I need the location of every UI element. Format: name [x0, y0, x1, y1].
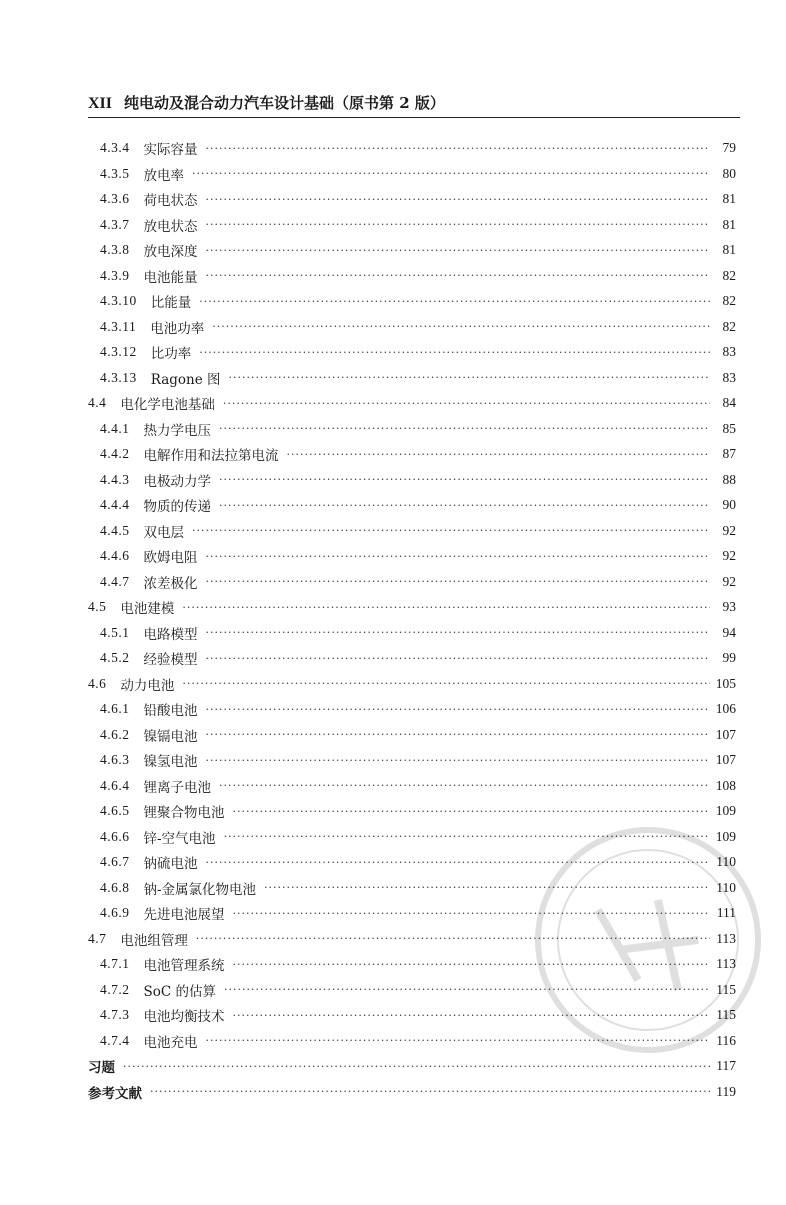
toc-section-title: 电池组管理: [120, 932, 188, 949]
toc-leader-dots: [206, 550, 711, 563]
toc-section-title: 钠-金属氯化物电池: [143, 881, 257, 898]
toc-section-title: 锂聚合物电池: [143, 805, 225, 821]
toc-page-number: 82: [722, 267, 736, 283]
toc-page-number: 92: [722, 522, 736, 538]
toc-entry[interactable]: [100, 851, 736, 873]
toc-page-number: 117: [716, 1058, 736, 1073]
toc-page-number: 111: [716, 905, 736, 920]
toc-leader-dots: [206, 142, 711, 155]
toc-section-title: 参考文献: [88, 1085, 142, 1102]
toc-entry[interactable]: [100, 341, 736, 363]
toc-leader-dots: [206, 652, 711, 665]
toc-entry[interactable]: [100, 214, 736, 236]
toc-section-number: 4.6.8: [100, 879, 130, 895]
toc-page-number: 113: [716, 956, 736, 971]
toc-entry[interactable]: [100, 826, 736, 848]
toc-leader-dots: [264, 881, 710, 894]
toc-section-title: 钠硫电池: [143, 856, 198, 872]
toc-leader-dots: [206, 856, 711, 869]
toc-page-number: 83: [722, 344, 736, 359]
toc-leader-dots: [287, 448, 711, 461]
toc-entry[interactable]: [100, 443, 736, 465]
toc-section-number: 4.3.4: [100, 140, 130, 155]
toc-page-number: 99: [722, 650, 736, 665]
toc-section-title: SoC 的估算: [143, 983, 216, 1000]
toc-page-number: 106: [715, 701, 736, 716]
toc-leader-dots: [196, 932, 710, 945]
toc-entry[interactable]: [88, 596, 736, 618]
toc-leader-dots: [206, 269, 711, 282]
toc-leader-dots: [199, 295, 710, 308]
toc-section-title: 电池建模: [120, 601, 175, 617]
toc-page-number: 87: [722, 446, 736, 461]
toc-section-title: 放电状态: [143, 218, 198, 235]
toc-entry[interactable]: [88, 673, 736, 695]
toc-entry[interactable]: [100, 137, 736, 159]
toc-page-number: 110: [716, 854, 736, 869]
toc-entry[interactable]: [100, 469, 736, 491]
toc-page-number: 107: [715, 726, 736, 742]
toc-section-title: 电极动力学: [143, 473, 211, 490]
toc-page-number: 90: [722, 497, 736, 512]
book-title: 纯电动及混合动力汽车设计基础（原书第 2 版）: [124, 94, 445, 112]
toc-entry[interactable]: [100, 163, 736, 185]
toc-entry[interactable]: [100, 545, 736, 567]
toc-page-number: 119: [716, 1083, 736, 1099]
toc-entry[interactable]: [100, 749, 736, 771]
toc-leader-dots: [212, 320, 710, 333]
toc-section-number: 4.7.4: [100, 1032, 130, 1048]
toc-entry[interactable]: [100, 418, 736, 440]
toc-section-number: 4.6.7: [100, 854, 130, 869]
toc-section-number: 4.5.2: [100, 650, 130, 665]
toc-leader-dots: [233, 958, 711, 971]
toc-page-number: 109: [715, 828, 736, 844]
toc-entry[interactable]: [100, 902, 736, 924]
toc-page-number: 113: [716, 930, 736, 946]
toc-page-number: 94: [722, 624, 736, 640]
toc-leader-dots: [233, 1009, 711, 1022]
toc-page-number: 81: [722, 216, 736, 232]
toc-section-title: 锌-空气电池: [143, 830, 216, 847]
toc-section-title: Ragone 图: [150, 371, 221, 388]
toc-leader-dots: [192, 524, 710, 537]
toc-section-title: 放电率: [143, 167, 184, 184]
toc-section-number: 4.4.2: [100, 446, 130, 461]
toc-section-number: 4.4.5: [100, 522, 130, 538]
toc-section-number: 4.7.3: [100, 1007, 130, 1022]
toc-section-number: 4.6.6: [100, 828, 130, 844]
toc-section-title: 锂离子电池: [143, 779, 211, 796]
toc-leader-dots: [199, 346, 710, 359]
toc-section-number: 4.7: [88, 930, 107, 946]
toc-section-number: 4.4.6: [100, 548, 130, 563]
toc-section-title: 镍镉电池: [143, 728, 198, 745]
toc-leader-dots: [150, 1085, 710, 1098]
toc-entry[interactable]: [100, 775, 736, 797]
toc-page-number: 80: [722, 165, 736, 181]
toc-page-number: 115: [716, 1007, 736, 1022]
toc-section-title: 热力学电压: [143, 422, 211, 439]
toc-section-title: 物质的传递: [143, 499, 211, 515]
toc-leader-dots: [206, 244, 711, 257]
toc-leader-dots: [219, 779, 710, 792]
toc-leader-dots: [219, 473, 710, 486]
toc-section-number: 4.3.11: [100, 318, 137, 334]
toc-page-number: 92: [722, 548, 736, 563]
running-header: [88, 92, 740, 118]
toc-section-title: 电池管理系统: [143, 958, 225, 974]
toc-section-number: 4.5: [88, 599, 107, 614]
toc-section-title: 铅酸电池: [143, 703, 198, 719]
toc-leader-dots: [206, 1034, 711, 1047]
toc-page-number: 92: [722, 573, 736, 589]
toc-page-number: 85: [722, 420, 736, 436]
toc-entry[interactable]: [100, 316, 736, 338]
toc-entry[interactable]: [100, 953, 736, 975]
toc-entry[interactable]: [100, 188, 736, 210]
toc-page-number: 81: [722, 242, 736, 257]
toc-entry[interactable]: [100, 622, 736, 644]
toc-leader-dots: [206, 193, 711, 206]
toc-entry[interactable]: [100, 1030, 736, 1052]
toc-entry[interactable]: [100, 290, 736, 312]
toc-entry[interactable]: [88, 928, 736, 950]
toc-section-title: 电池均衡技术: [143, 1009, 225, 1025]
toc-page-number: 81: [722, 191, 736, 206]
toc-section-title: 比功率: [150, 346, 192, 362]
toc-section-title: 浓差极化: [143, 575, 198, 592]
toc-section-number: 4.3.12: [100, 344, 137, 359]
toc-section-number: 4.5.1: [100, 624, 130, 640]
toc-section-number: 4.7.1: [100, 956, 130, 971]
toc-leader-dots: [229, 371, 710, 384]
toc-page-number: 93: [722, 599, 736, 614]
toc-leader-dots: [223, 397, 710, 410]
toc-section-number: 4.3.7: [100, 216, 130, 232]
toc-section-number: 4.3.5: [100, 165, 130, 181]
toc-entry[interactable]: [100, 698, 736, 720]
toc-section-title: 欧姆电阻: [143, 550, 198, 566]
toc-leader-dots: [224, 830, 710, 843]
toc-entry[interactable]: [88, 1081, 736, 1103]
toc-leader-dots: [206, 703, 711, 716]
toc-section-number: 4.4.7: [100, 573, 130, 589]
toc-leader-dots: [206, 218, 711, 231]
toc-entry[interactable]: [88, 392, 736, 414]
toc-leader-dots: [219, 422, 710, 435]
toc-page-number: 79: [722, 140, 736, 155]
toc-leader-dots: [219, 499, 710, 512]
page-number-roman: XII: [88, 95, 113, 112]
toc-page-number: 82: [722, 318, 736, 334]
toc-entry[interactable]: [100, 800, 736, 822]
toc-page-number: 108: [715, 777, 736, 793]
toc-section-title: 经验模型: [143, 652, 198, 668]
toc-page-number: 110: [716, 879, 736, 895]
toc-section-number: 4.6.1: [100, 701, 130, 716]
toc-section-number: 4.3.9: [100, 267, 130, 283]
toc-leader-dots: [123, 1060, 710, 1073]
toc-section-number: 4.4.3: [100, 471, 130, 487]
toc-entry[interactable]: [100, 724, 736, 746]
toc-section-title: 镍氢电池: [143, 754, 198, 770]
toc-entry[interactable]: [100, 265, 736, 287]
toc-leader-dots: [233, 907, 711, 920]
toc-entry[interactable]: [100, 494, 736, 516]
toc-entry[interactable]: [100, 520, 736, 542]
toc-entry[interactable]: [100, 367, 736, 389]
toc-page-number: 82: [722, 293, 736, 308]
toc-page-number: 84: [722, 395, 736, 410]
toc-section-title: 动力电池: [120, 677, 175, 694]
toc-entry[interactable]: [100, 239, 736, 261]
toc-leader-dots: [206, 575, 711, 588]
toc-section-number: 4.7.2: [100, 981, 130, 997]
toc-entry[interactable]: [100, 647, 736, 669]
toc-leader-dots: [206, 728, 711, 741]
toc-entry[interactable]: [100, 1004, 736, 1026]
toc-section-number: 4.6.4: [100, 777, 130, 793]
toc-leader-dots: [192, 167, 710, 180]
toc-section-title: 电池功率: [150, 320, 205, 337]
toc-page-number: 115: [716, 981, 736, 997]
toc-page-number: 116: [716, 1032, 736, 1048]
toc-entry[interactable]: [88, 1055, 736, 1077]
toc-section-title: 电路模型: [143, 626, 198, 643]
toc-page-number: 83: [722, 369, 736, 385]
toc-section-number: 4.3.8: [100, 242, 130, 257]
toc-section-number: 4.4.1: [100, 420, 130, 436]
toc-section-number: 4.6.3: [100, 752, 130, 767]
toc-section-title: 先进电池展望: [143, 907, 225, 923]
toc-section-title: 习题: [88, 1060, 115, 1076]
toc-section-title: 电化学电池基础: [120, 397, 215, 413]
toc-section-title: 放电深度: [143, 244, 198, 260]
toc-section-number: 4.6.5: [100, 803, 130, 818]
toc-leader-dots: [182, 601, 710, 614]
toc-section-title: 实际容量: [143, 142, 198, 158]
toc-page-number: 107: [715, 752, 736, 767]
toc-section-number: 4.6: [88, 675, 107, 691]
toc-entry[interactable]: [100, 571, 736, 593]
toc-section-number: 4.6.9: [100, 905, 130, 920]
toc-section-number: 4.6.2: [100, 726, 130, 742]
toc-leader-dots: [206, 626, 711, 639]
toc-section-number: 4.4.4: [100, 497, 130, 512]
toc-section-title: 电解作用和法拉第电流: [143, 448, 279, 464]
toc-section-title: 电池能量: [143, 269, 198, 286]
toc-section-number: 4.3.10: [100, 293, 137, 308]
toc-leader-dots: [182, 677, 710, 690]
toc-section-title: 比能量: [150, 295, 192, 311]
toc-section-number: 4.3.13: [100, 369, 137, 385]
toc-section-number: 4.3.6: [100, 191, 130, 206]
toc-section-title: 双电层: [143, 524, 184, 541]
toc-section-title: 电池充电: [143, 1034, 198, 1051]
toc-section-number: 4.4: [88, 395, 107, 410]
toc-section-title: 荷电状态: [143, 193, 198, 209]
toc-entry[interactable]: [100, 979, 736, 1001]
toc-page-number: 109: [715, 803, 736, 818]
toc-entry[interactable]: [100, 877, 736, 899]
toc-leader-dots: [233, 805, 711, 818]
toc-leader-dots: [224, 983, 710, 996]
toc-leader-dots: [206, 754, 711, 767]
toc-page-number: 105: [715, 675, 736, 691]
toc-page-number: 88: [722, 471, 736, 487]
